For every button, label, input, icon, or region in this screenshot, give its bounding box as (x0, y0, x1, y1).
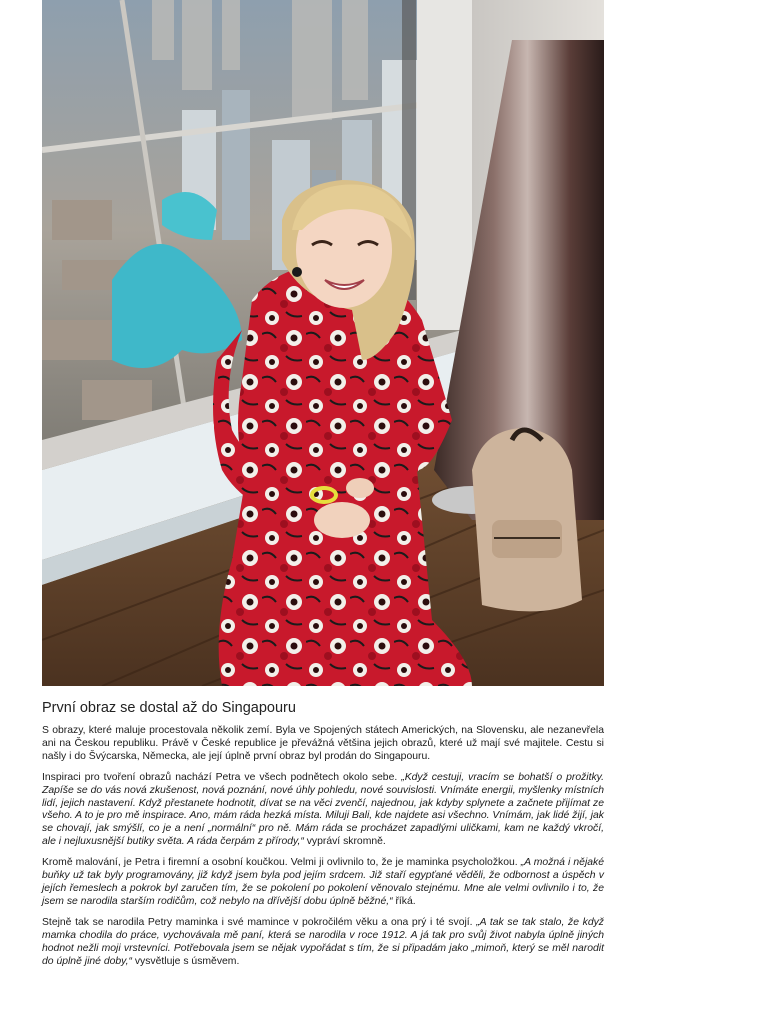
paragraph-quote: „A možná i nějaké buňky už tak byly programovány, již když jsem byla pod jejím srdcem. Již staří egypťané věděli, že odbornost a úspěch v jejích řemeslech a pokrok byl zaručen tím, že se pokolení po pokolení věnovalo stejnému. Mne ale velmi ovlivnilo i to, že jsem se narodila starším rodičům, což nebylo na dřívější dobu úplně běžné,“ (42, 857, 605, 907)
article-heading: První obraz se dostal až do Singapouru (42, 700, 296, 716)
paragraph-text: Kromě malování, je Petra i firemní a osobní koučkou. Velmi ji ovlivnilo to, že je maminka psycholožkou. (42, 857, 521, 869)
article-paragraph (42, 917, 604, 969)
article-paragraph (42, 857, 604, 909)
article-photo (42, 0, 604, 686)
backpack (472, 428, 582, 611)
paragraph-quote: „Když cestuji, vracím se bohatší o prožitky. Zapíše se do vás nová zkušenost, nová poznání, nové úhly pohledu, nové souvislosti. Vnímáte energii, myšlenky místních lidí, jejich nastavení. Když přestanete hodnotit, dívat se na věci zvenčí, najednou, jak kdyby splynete a začnete přijímat ze všeho. A to je pro mě inspirace. Ano, mám ráda hezká místa. Miluji Bali, kde najdete asi všechno. Vnímám, jak lidé žijí, jak se chovají, jak smýšlí, co je a není „normální“ pro ně. Mám ráda se procházet zapadlými uličkami, kam ne každý vkročí, ale i nejluxusnější butiky světa. A ráda čerpám z přírody,“ (42, 771, 604, 848)
paragraph-text: S obrazy, které maluje procestovala několik zemí. Byla ve Spojených státech Amerických, na Slovensku, ale nezanevřela ani na Českou republiku. Právě v České republice je převážná většina jejich obrazů, které už mají své majitele. Cestu si našly i do Švýcarska, Německa, ale její úplně první obraz byl prodán do Singapouru. (42, 725, 604, 762)
paragraph-text: říká. (392, 895, 416, 907)
article-paragraph (42, 725, 604, 764)
article-paragraph (42, 772, 604, 849)
paragraph-text: Inspiraci pro tvoření obrazů nachází Petra ve všech podnětech okolo sebe. (42, 771, 402, 783)
paragraph-text: Stejně tak se narodila Petry maminka i své mamince v pokročilém věku a ona prý i té svojí. (42, 916, 477, 928)
paragraph-text: vysvětluje s úsměvem. (131, 955, 240, 967)
article-body (42, 700, 604, 976)
paragraph-quote: „A tak se tak stalo, že když mamka chodila do práce, vychovávala mě paní, která se narodila v roce 1912. A já tak pro svůj život nabyla úplně jiných hodnot nežli moji vrstevníci. Potřebovala jsem se nějak vypořádat s tím, že si připadám jako „mimoň, který se měl narodit do úplně jiné doby,“ (42, 916, 604, 967)
paragraph-text: vypráví skromně. (303, 836, 386, 848)
woman-at-skyscraper-window-illustration (42, 0, 604, 686)
